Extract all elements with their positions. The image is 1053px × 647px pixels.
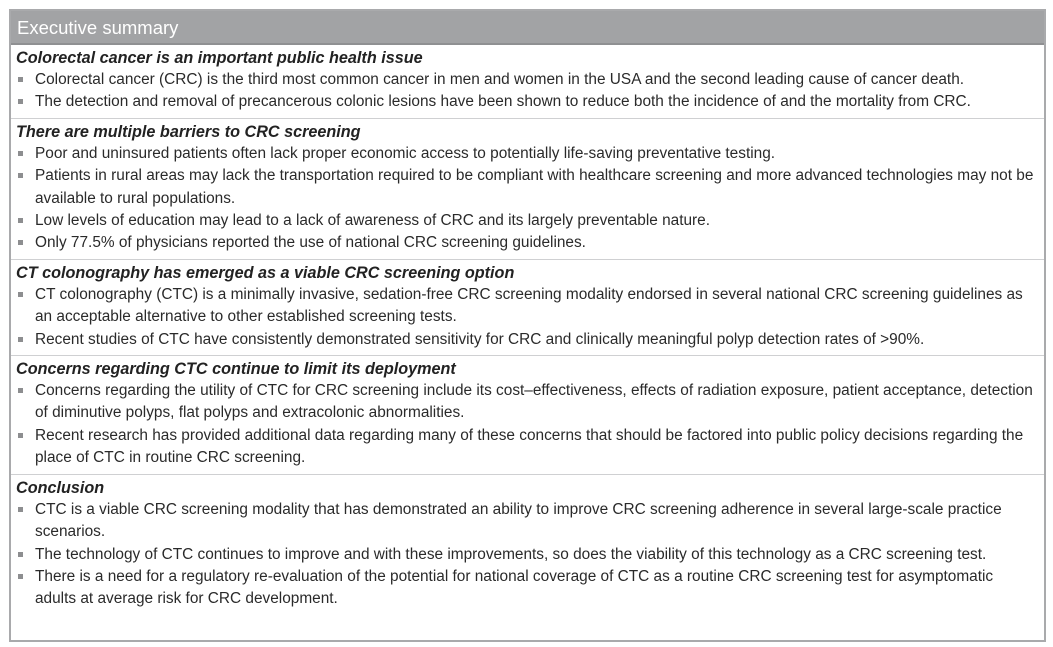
- bullet-list: [11, 284, 1044, 351]
- square-bullet-icon: [18, 552, 23, 557]
- bullet-text: Concerns regarding the utility of CTC for CRC screening include its cost–effectiveness, effects of radiation exposure, patient acceptance, detection of diminutive polyps, flat polyps and extracolonic abnormalities.: [35, 382, 1033, 422]
- bullet-item: [11, 499, 1044, 544]
- bullet-item: [11, 69, 1044, 91]
- bullet-item: [11, 232, 1044, 254]
- square-bullet-icon: [18, 218, 23, 223]
- square-bullet-icon: [18, 507, 23, 512]
- bullet-text: CTC is a viable CRC screening modality that has demonstrated an ability to improve CRC screening adherence in several large-scale practice scenarios.: [35, 500, 1002, 541]
- summary-section: [11, 260, 1044, 356]
- square-bullet-icon: [18, 240, 23, 245]
- bullet-text: There is a need for a regulatory re-evaluation of the potential for national coverage of CTC as a routine CRC screening test for asymptomatic adults at average risk for CRC development.: [35, 567, 994, 608]
- bullet-text: Only 77.5% of physicians reported the use of national CRC screening guidelines.: [35, 234, 586, 252]
- summary-section: [11, 45, 1044, 119]
- bullet-item: [11, 143, 1044, 165]
- section-heading: Concerns regarding CTC continue to limit its deployment: [16, 360, 456, 379]
- section-heading: Colorectal cancer is an important public health issue: [16, 49, 423, 67]
- bullet-item: [11, 284, 1044, 329]
- square-bullet-icon: [18, 151, 23, 156]
- section-heading: CT colonography has emerged as a viable CRC screening option: [16, 263, 515, 282]
- bullet-text: Recent research has provided additional data regarding many of these concerns that should be factored into public policy decisions regarding the place of CTC in routine CRC screening.: [35, 426, 1024, 467]
- square-bullet-icon: [18, 388, 23, 393]
- square-bullet-icon: [18, 173, 23, 178]
- section-heading: There are multiple barriers to CRC screening: [16, 122, 361, 141]
- bullet-text: Low levels of education may lead to a lack of awareness of CRC and its largely preventable nature.: [35, 212, 710, 230]
- bullet-item: [11, 380, 1044, 425]
- bullet-list: [11, 380, 1044, 470]
- bullet-text: Recent studies of CTC have consistently demonstrated sensitivity for CRC and clinically meaningful polyp detection rates of >90%.: [35, 330, 925, 348]
- summary-section: [11, 475, 1044, 615]
- square-bullet-icon: [18, 77, 23, 82]
- executive-summary-box: [9, 9, 1046, 642]
- bullet-item: [11, 210, 1044, 232]
- bullet-text: CT colonography (CTC) is a minimally invasive, sedation-free CRC screening modality endorsed in several national CRC screening guidelines as an acceptable alternative to other established screening tests.: [35, 285, 1023, 326]
- square-bullet-icon: [18, 574, 23, 579]
- bullet-item: [11, 91, 1044, 113]
- bullet-item: [11, 165, 1044, 210]
- square-bullet-icon: [18, 433, 23, 438]
- square-bullet-icon: [18, 292, 23, 297]
- bullet-text: Colorectal cancer (CRC) is the third most common cancer in men and women in the USA and the second leading cause of cancer death.: [35, 71, 965, 88]
- summary-section: [11, 356, 1044, 475]
- bullet-list: [11, 143, 1044, 255]
- square-bullet-icon: [18, 99, 23, 104]
- sections-container: [11, 45, 1044, 615]
- bullet-text: Poor and uninsured patients often lack proper economic access to potentially life-saving preventative testing.: [35, 144, 776, 162]
- bullet-item: [11, 329, 1044, 351]
- bullet-item: [11, 544, 1044, 566]
- bullet-text: The detection and removal of precancerous colonic lesions have been shown to reduce both the incidence of and the mortality from CRC.: [35, 93, 971, 111]
- summary-section: [11, 119, 1044, 260]
- bullet-item: [11, 425, 1044, 470]
- bullet-list: [11, 69, 1044, 114]
- bullet-text: Patients in rural areas may lack the transportation required to be compliant with healthcare screening and more advanced technologies may not be available to rural populations.: [35, 167, 1034, 207]
- box-title: Executive summary: [11, 11, 1044, 45]
- square-bullet-icon: [18, 337, 23, 342]
- bullet-item: [11, 566, 1044, 611]
- section-heading: Conclusion: [16, 478, 105, 497]
- bullet-text: The technology of CTC continues to improve and with these improvements, so does the viability of this technology as a CRC screening test.: [35, 545, 987, 563]
- bullet-list: [11, 499, 1044, 611]
